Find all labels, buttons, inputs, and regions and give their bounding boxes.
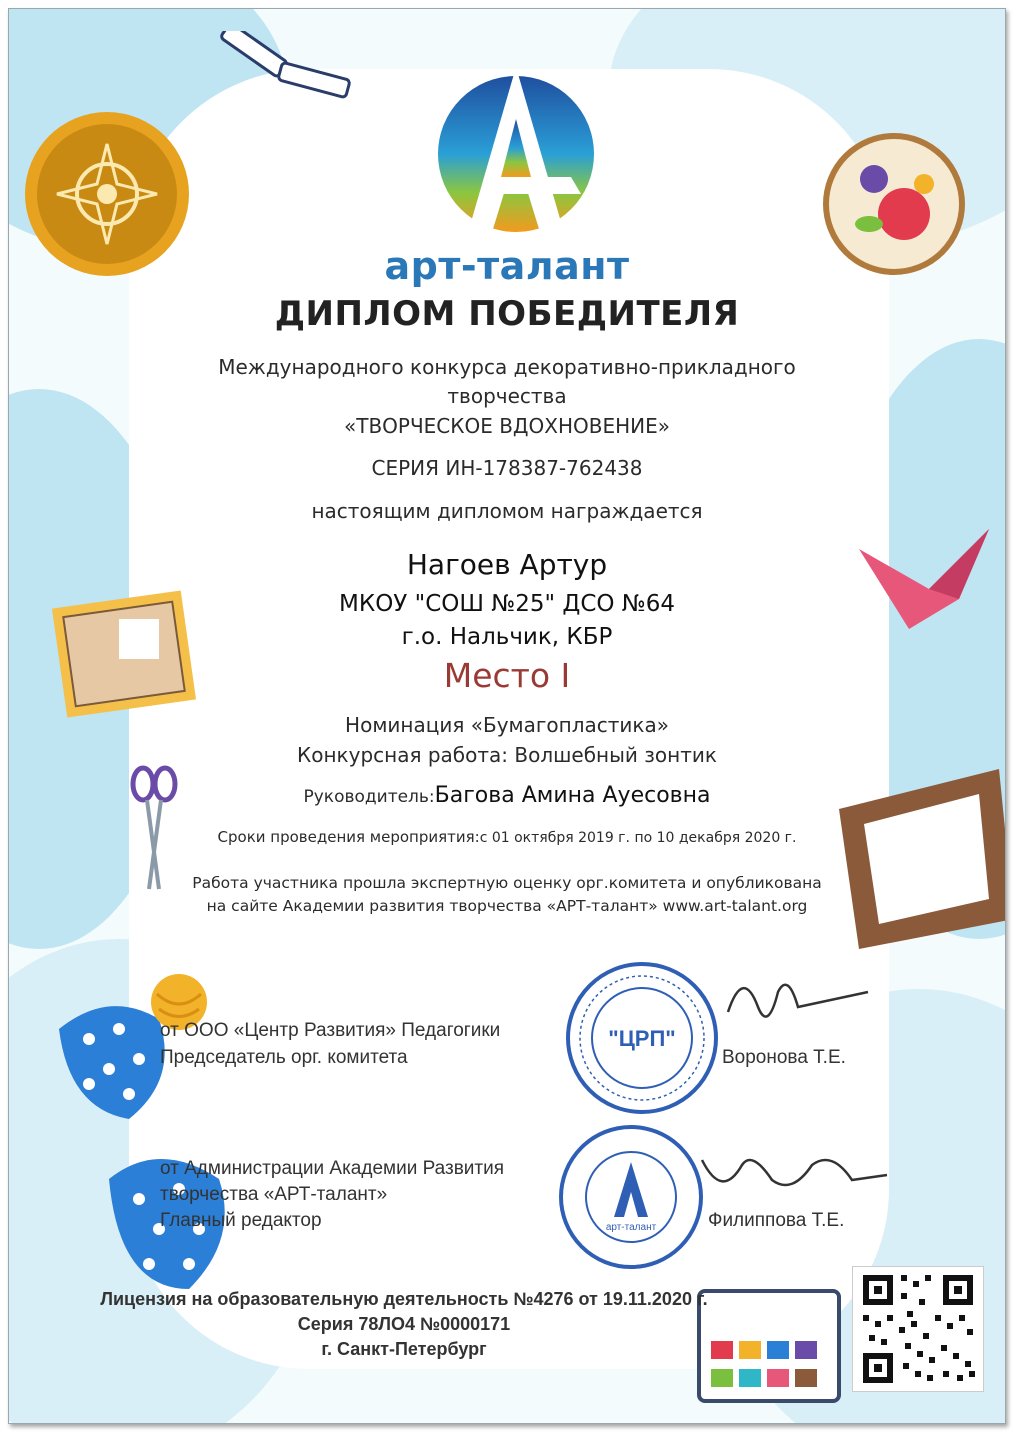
stamp2-text: арт-талант bbox=[605, 1222, 657, 1233]
signature1-name: Воронова Т.Е. bbox=[722, 1047, 846, 1068]
nomination: Номинация «Бумагопластика» bbox=[345, 713, 669, 737]
license-line1: Лицензия на образовательную деятельность №4276 от 19.11.2020 г. bbox=[100, 1289, 708, 1309]
winner-school: МКОУ "СОШ №25" ДСО №64 bbox=[339, 591, 675, 617]
signature-icon bbox=[692, 1140, 892, 1210]
signature1-org-line2: Председатель орг. комитета bbox=[160, 1047, 408, 1068]
winner-place: Место I bbox=[443, 656, 571, 695]
winner-city: г.о. Нальчик, КБР bbox=[401, 624, 613, 650]
competition-work: Конкурсная работа: Волшебный зонтик bbox=[297, 743, 717, 767]
diploma-title: ДИПЛОМ ПОБЕДИТЕЛЯ bbox=[274, 294, 740, 334]
signature2-org-line2: творчества «АРТ-талант» bbox=[160, 1184, 388, 1205]
review-line1: Работа участника прошла экспертную оценку орг.комитета и опубликована bbox=[192, 874, 822, 892]
winner-name: Нагоев Артур bbox=[406, 548, 608, 581]
contest-name: «ТВОРЧЕСКОЕ ВДОХНОВЕНИЕ» bbox=[343, 414, 671, 438]
review-line2: на сайте Академии развития творчества «АРТ-талант» www.art-talant.org bbox=[206, 897, 808, 915]
dates-value: с 01 октября 2019 г. по 10 декабря 2020 г. bbox=[479, 830, 797, 846]
signature-icon bbox=[718, 962, 878, 1042]
signature2-org-line1: от Администрации Академии Развития bbox=[160, 1158, 505, 1179]
signature2-name: Филиппова Т.Е. bbox=[708, 1210, 845, 1231]
license-line2: Серия 78ЛО4 №0000171 bbox=[297, 1314, 511, 1334]
leader-line bbox=[0, 783, 1014, 808]
stamp-icon bbox=[556, 1122, 706, 1272]
series-number: СЕРИЯ ИН-178387-762438 bbox=[371, 456, 643, 480]
qr-code-icon[interactable] bbox=[852, 1266, 984, 1392]
leader-label: Руководитель: bbox=[303, 787, 435, 807]
stamp1-text: "ЦРП" bbox=[608, 1026, 676, 1051]
leader-name: Багова Амина Ауесовна bbox=[434, 783, 711, 808]
qr-pattern bbox=[853, 1267, 983, 1391]
signature1-org-line1: от ООО «Центр Развития» Педагогики bbox=[160, 1020, 501, 1041]
logo-a-icon bbox=[431, 59, 601, 239]
contest-description-line2: творчества bbox=[447, 384, 567, 408]
brand-name: арт-талант bbox=[384, 244, 630, 288]
contest-description-line1: Международного конкурса декоративно-прикладного bbox=[218, 355, 796, 379]
signature2-org-line3: Главный редактор bbox=[160, 1210, 322, 1231]
stamp-icon bbox=[562, 958, 722, 1118]
license-line3: г. Санкт-Петербург bbox=[321, 1339, 487, 1359]
event-dates bbox=[0, 828, 1014, 846]
paint-tubes-icon bbox=[209, 31, 359, 121]
dates-label: Сроки проведения мероприятия: bbox=[217, 828, 480, 846]
awarded-text: настоящим дипломом награждается bbox=[311, 499, 703, 523]
